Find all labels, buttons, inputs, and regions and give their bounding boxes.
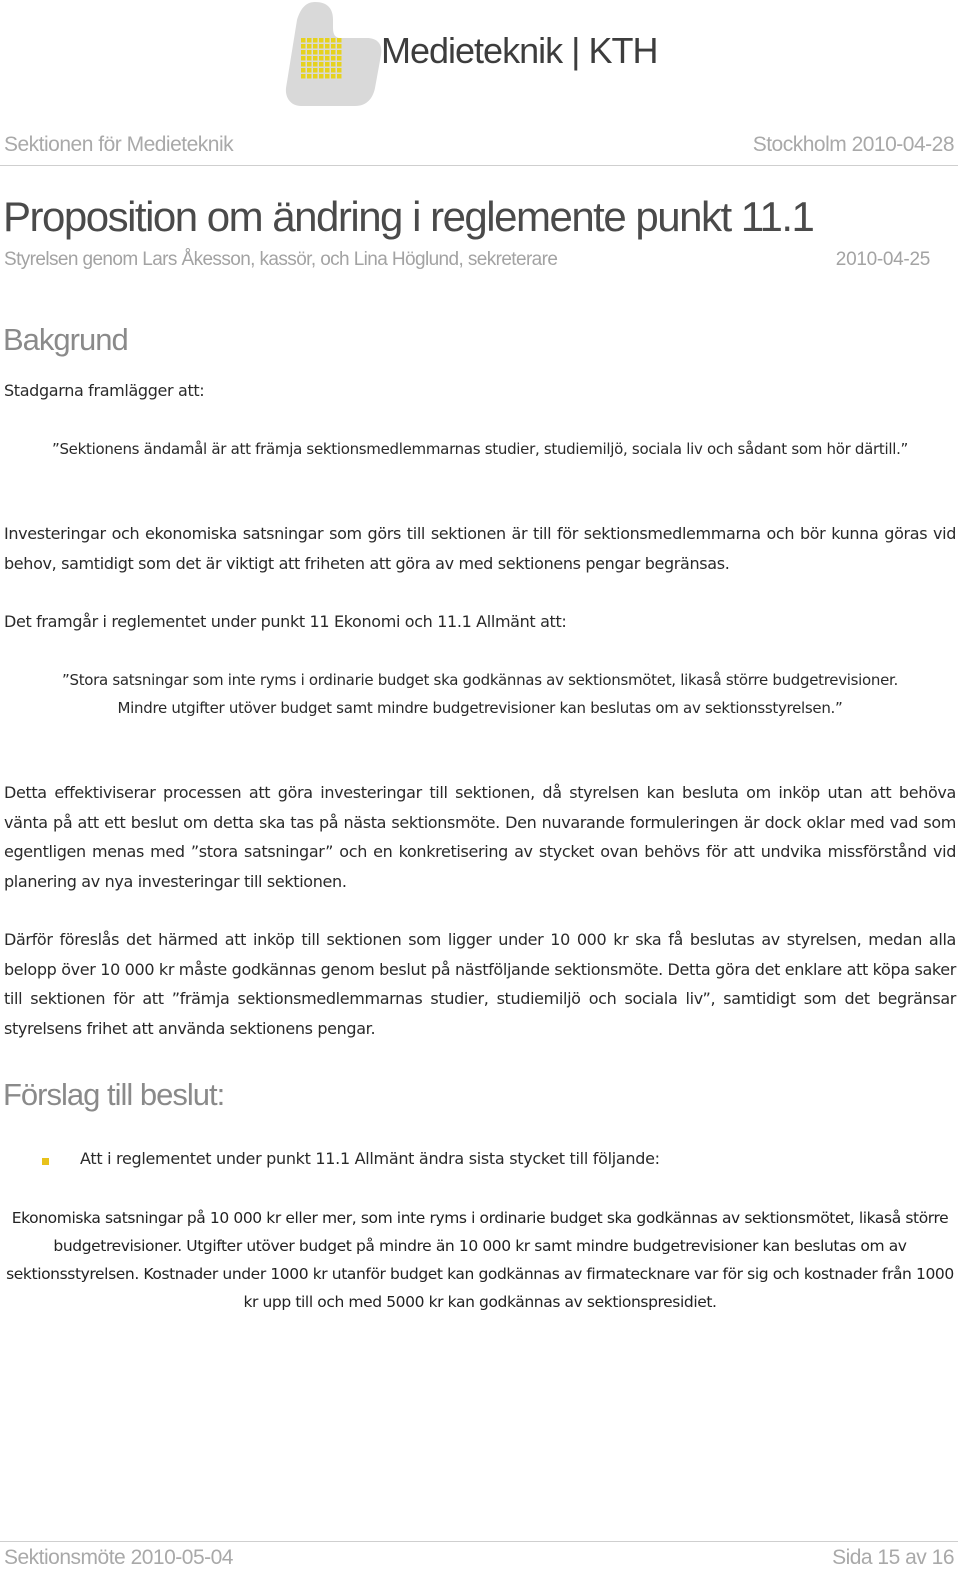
footer-divider <box>0 1541 958 1542</box>
proposal-bullet: Att i reglementet under punkt 11.1 Allmänt ändra sista stycket till följande: <box>80 1149 660 1168</box>
header-divider <box>0 165 958 166</box>
section-heading-proposal: Förslag till beslut: <box>3 1077 225 1112</box>
document-byline: Styrelsen genom Lars Åkesson, kassör, och Lina Höglund, sekreterare <box>4 249 558 270</box>
proposal-text: Ekonomiska satsningar på 10 000 kr eller mer, som inte ryms i ordinarie budget ska godkännas av sektionsmötet, likaså större budgetrevisioner. Utgifter utöver budget på mindre än 10 000 kr samt mindre budgetrevisioner kan beslutas om av sektionsstyrelsen. Kostnader under 1000 kr utanför budget kan godkännas av firmatecknare var för sig och kostnader från 1000 kr upp till och med 5000 kr kan godkännas av sektionspresidiet. <box>6 1209 954 1311</box>
logo-emblem-icon <box>285 0 385 110</box>
document-title: Proposition om ändring i reglemente punkt 11.1 <box>3 193 814 240</box>
quote-regulation: ”Stora satsningar som inte ryms i ordinarie budget ska godkännas av sektionsmötet, likaså större budgetrevisioner. Mindre utgifter utöver budget samt mindre budgetrevisioner kan beslutas om av sektionsstyrelsen.” <box>62 671 898 717</box>
paragraph-efficiency: Detta effektiviserar processen att göra investeringar till sektionen, då styrelsen kan besluta om inköp utan att behöva vänta på att ett beslut om detta ska tas på nästa sektionsmöte. Den nuvarande formuleringen är dock oklar med vad som egentligen menas med ”stora satsningar” och en konkretisering av stycket ovan behövs för att undvika missförstånd vid planering av nya investeringar till sektionen. <box>4 783 956 891</box>
document-date: 2010-04-25 <box>835 249 930 270</box>
paragraph-intro: Stadgarna framlägger att: <box>4 381 205 400</box>
paragraph-investments: Investeringar och ekonomiska satsningar som görs till sektionen är till för sektionsmedlemmarna och bör kunna göras vid behov, samtidigt som det är viktigt att friheten att göra av med sektionens pengar begränsas. <box>4 524 956 573</box>
section-heading-background: Bakgrund <box>3 322 128 357</box>
logo-text: Medieteknik | KTH <box>381 30 658 71</box>
bullet-icon <box>42 1158 49 1165</box>
paragraph-regulation-ref: Det framgår i reglementet under punkt 11 Ekonomi och 11.1 Allmänt att: <box>4 612 567 631</box>
footer-page-number: Sida 15 av 16 <box>832 1546 954 1569</box>
kth-logo <box>285 0 685 110</box>
header-date: Stockholm 2010-04-28 <box>752 133 954 156</box>
footer-meeting: Sektionsmöte 2010-05-04 <box>4 1546 233 1569</box>
quote-statutes: ”Sektionens ändamål är att främja sektionsmedlemmarnas studier, studiemiljö, sociala liv och sådant som hör därtill.” <box>51 440 909 458</box>
paragraph-proposal-reason: Därför föreslås det härmed att inköp till sektionen som ligger under 10 000 kr ska få beslutas av styrelsen, medan alla belopp över 10 000 kr måste godkännas genom beslut på nästföljande sektionsmöte. Detta göra det enklare att köpa saker till sektionen för att ”främja sektionsmedlemmarnas studier, studiemiljö och sociala liv”, samtidigt som det begränsar styrelsens frihet att använda sektionens pengar. <box>4 930 956 1038</box>
header-organization: Sektionen för Medieteknik <box>4 133 234 156</box>
